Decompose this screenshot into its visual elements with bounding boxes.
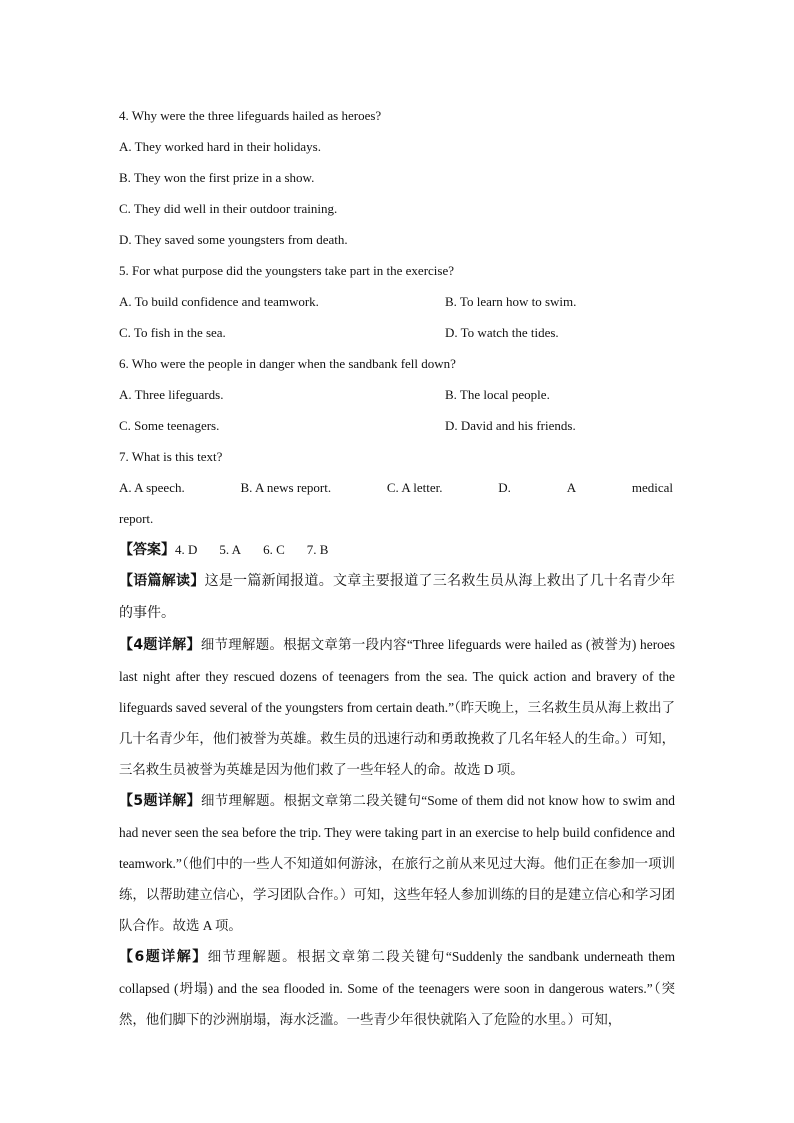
q7-option-d-continuation: report. [119,511,154,526]
q5-stem: 5. For what purpose did the youngsters take part in the exercise? [119,263,455,278]
q7-options-row [119,472,673,503]
answer-4: 4. D [175,542,198,557]
detail-5-paragraph [119,785,675,941]
q5-option-b: B. To learn how to swim. [445,294,577,309]
detail-4-label: 【4题详解】 [119,637,201,653]
q4-option-c: C. They did well in their outdoor training. [119,201,338,216]
q6-option-d: D. David and his friends. [445,418,576,433]
detail-4-paragraph [119,629,675,785]
detail-6-label: 【6题详解】 [119,949,208,965]
detail-5-label: 【5题详解】 [119,793,202,809]
q6-option-a: A. Three lifeguards. [119,387,224,402]
detail-5-text: 细节理解题。根据文章第二段关键句“Some of them did not know how to swim and had never seen the sea before the trip. They were taking part in an exercise to help build confidence and teamwork.”（他们中的一些人不知道如何游泳，在旅行之前从来见过大海。他们正在参加一项训练，以帮助建立信心，学习团队合作。）可知，这些年轻人参加训练的目的是建立信心和学习团队合作。故选 A 项。 [119,793,675,933]
q4-option-d: D. They saved some youngsters from death. [119,232,348,247]
q5-options-row1 [119,286,675,317]
q5-options-row2 [119,317,675,348]
answer-5: 5. A [219,542,242,557]
answer-7: 7. B [306,542,329,557]
q6-stem: 6. Who were the people in danger when the sandbank fell down? [119,356,456,371]
q6-option-c: C. Some teenagers. [119,418,220,433]
q7-option-a: A. A speech. [119,480,185,495]
q7-option-b: B. A news report. [240,480,332,495]
q6-options-row1 [119,379,675,410]
q7-option-d-label: D. [498,480,511,495]
q4-option-b: B. They won the first prize in a show. [119,170,315,185]
document-page [119,100,675,1035]
q5-option-d: D. To watch the tides. [445,325,559,340]
q7-option-d-word2: medical [631,480,673,495]
answer-6: 6. C [263,542,285,557]
analysis-text: 这是一篇新闻报道。文章主要报道了三名救生员从海上救出了几十名青少年的事件。 [119,573,676,621]
analysis-label: 【语篇解读】 [119,573,205,589]
q5-option-c: C. To fish in the sea. [119,325,226,340]
q7-stem: 7. What is this text? [119,449,223,464]
q4-stem: 4. Why were the three lifeguards hailed as heroes? [119,108,382,123]
detail-6-text: 细节理解题。根据文章第二段关键句“Suddenly the sandbank underneath them collapsed (坍塌) and the sea flooded in. Some of the teenagers were soon in dangerous waters.”（突然，他们脚下的沙洲崩塌，海水泛滥。一些青少年很快就陷入了危险的水里。）可知， [119,949,675,1027]
answer-label: 【答案】 [119,542,175,558]
q7-option-d-word1: A [566,480,577,495]
detail-6-paragraph [119,941,675,1035]
q7-option-c: C. A letter. [386,480,443,495]
q5-option-a: A. To build confidence and teamwork. [119,294,319,309]
answer-key [119,534,675,565]
detail-4-text: 细节理解题。根据文章第一段内容“Three lifeguards were hailed as (被誉为) heroes last night after they rescued dozens of teenagers from the sea. The quick action and bravery of the lifeguards saved several of the youngsters from certain death.”（昨天晚上，三名救生员从海上救出了几十名青少年，他们被誉为英雄。救生员的迅速行动和勇敢挽救了几名年轻人的生命。）可知，三名救生员被誉为英雄是因为他们救了一些年轻人的命。故选 D 项。 [119,637,675,777]
q6-options-row2 [119,410,675,441]
q4-option-a: A. They worked hard in their holidays. [119,139,321,154]
q6-option-b: B. The local people. [445,387,550,402]
analysis-paragraph [119,565,675,629]
